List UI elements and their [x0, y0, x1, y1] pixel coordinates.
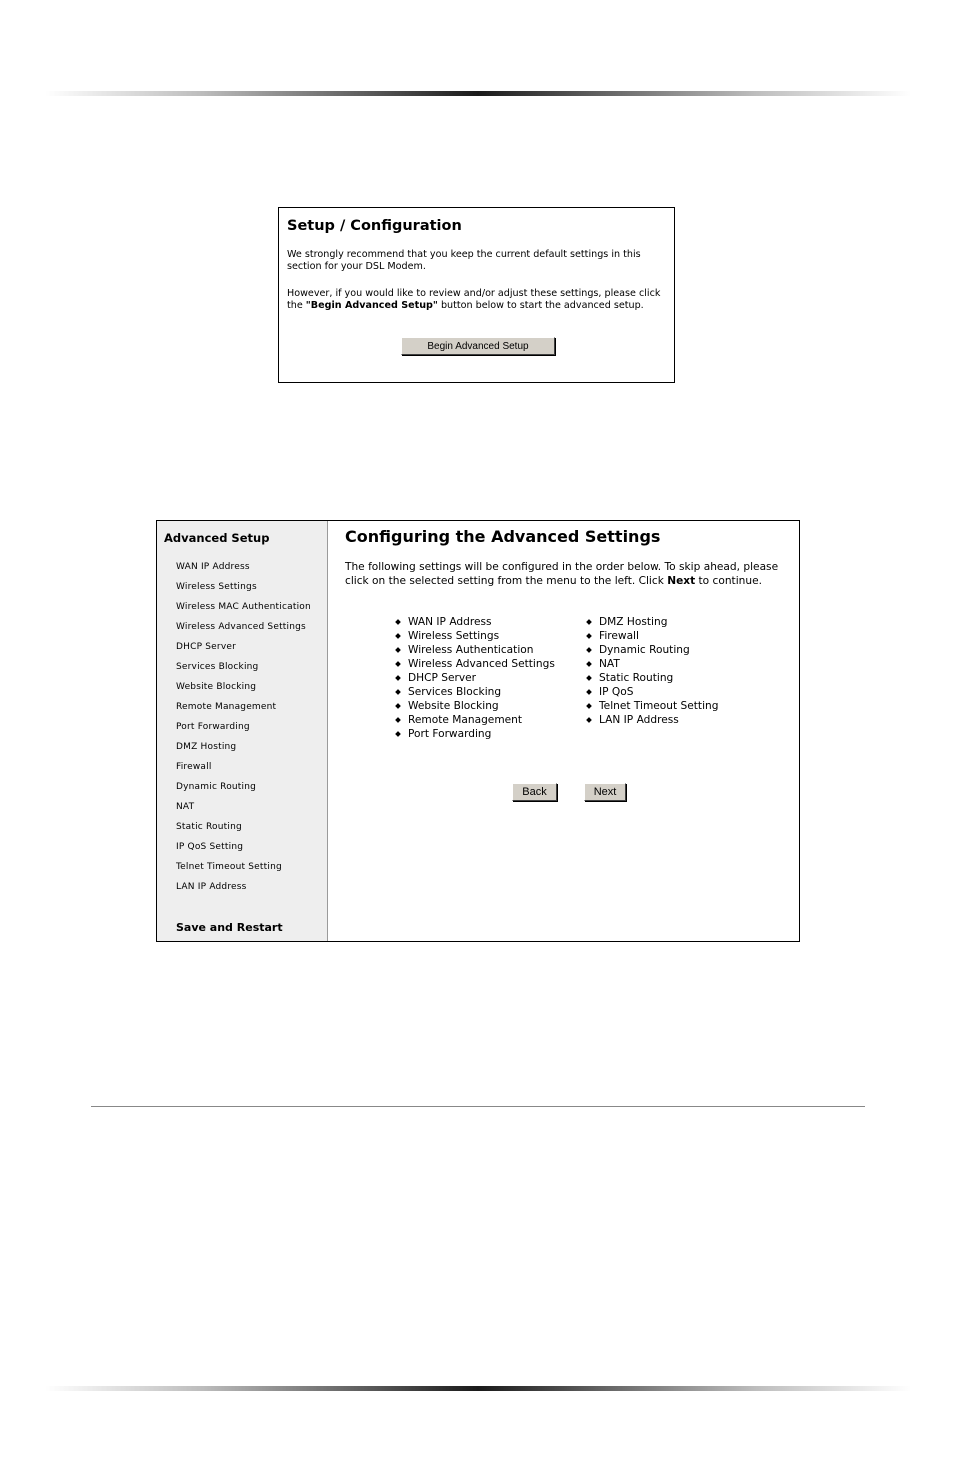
list-item: Firewall — [587, 629, 718, 643]
sidebar-item-wireless-advanced-settings[interactable]: Wireless Advanced Settings — [176, 622, 306, 632]
sidebar-item-ip-qos-setting[interactable]: IP QoS Setting — [176, 842, 244, 852]
list-item: Website Blocking — [396, 699, 555, 713]
list-item: DHCP Server — [396, 671, 555, 685]
sidebar-item-lan-ip-address[interactable]: LAN IP Address — [176, 882, 247, 892]
setup-configuration-panel — [278, 207, 675, 383]
list-item: LAN IP Address — [587, 713, 718, 727]
setup-recommendation-text: We strongly recommend that you keep the current default settings in this section for your DSL Modem. — [287, 249, 641, 272]
top-decorative-rule — [45, 91, 911, 96]
setup-instruction-bold: "Begin Advanced Setup" — [305, 300, 438, 311]
list-item: Remote Management — [396, 713, 555, 727]
sidebar-item-firewall[interactable]: Firewall — [176, 762, 212, 772]
list-item: Wireless Advanced Settings — [396, 657, 555, 671]
intro-text-start: The following settings will be configured in the order below. To skip ahead, please click on the selected setting from the menu to the left. Click — [345, 561, 779, 587]
sidebar-item-telnet-timeout-setting[interactable]: Telnet Timeout Setting — [176, 862, 282, 872]
page-title: Configuring the Advanced Settings — [345, 527, 661, 546]
intro-text-end: to continue. — [695, 575, 762, 587]
sidebar-item-static-routing[interactable]: Static Routing — [176, 822, 242, 832]
sidebar-item-port-forwarding[interactable]: Port Forwarding — [176, 722, 250, 732]
setup-title: Setup / Configuration — [287, 218, 462, 234]
sidebar-item-wireless-settings[interactable]: Wireless Settings — [176, 582, 257, 592]
list-item: Dynamic Routing — [587, 643, 718, 657]
list-item: Wireless Settings — [396, 629, 555, 643]
advanced-setup-sidebar — [157, 521, 328, 941]
setup-instruction-start: However, if you would like to review and/or adjust these settings, please click the — [287, 288, 661, 311]
sidebar-item-wan-ip-address[interactable]: WAN IP Address — [176, 562, 250, 572]
setup-instruction-text — [287, 288, 667, 312]
sidebar-item-remote-management[interactable]: Remote Management — [176, 702, 277, 712]
list-item: Services Blocking — [396, 685, 555, 699]
sidebar-title: Advanced Setup — [164, 531, 270, 545]
intro-text-bold: Next — [667, 575, 696, 587]
divider — [91, 1106, 865, 1107]
intro-text — [345, 560, 795, 588]
sidebar-menu — [176, 561, 311, 901]
list-item: Telnet Timeout Setting — [587, 699, 718, 713]
list-item: NAT — [587, 657, 718, 671]
list-item: Wireless Authentication — [396, 643, 555, 657]
list-item: DMZ Hosting — [587, 615, 718, 629]
sidebar-item-website-blocking[interactable]: Website Blocking — [176, 682, 257, 692]
list-item: WAN IP Address — [396, 615, 555, 629]
begin-advanced-setup-button[interactable]: Begin Advanced Setup — [401, 337, 555, 355]
advanced-settings-panel — [156, 520, 800, 942]
sidebar-item-services-blocking[interactable]: Services Blocking — [176, 662, 259, 672]
list-item: Port Forwarding — [396, 727, 555, 741]
next-button[interactable]: Next — [584, 783, 626, 801]
bottom-decorative-rule — [45, 1386, 911, 1391]
advanced-main-content — [328, 521, 799, 941]
back-button[interactable]: Back — [512, 783, 557, 801]
list-item: Static Routing — [587, 671, 718, 685]
save-and-restart-link[interactable]: Save and Restart — [176, 921, 283, 934]
sidebar-item-dmz-hosting[interactable]: DMZ Hosting — [176, 742, 237, 752]
settings-list-left — [396, 615, 555, 741]
list-item: IP QoS — [587, 685, 718, 699]
setup-instruction-end: button below to start the advanced setup. — [437, 300, 644, 311]
settings-list-right — [587, 615, 718, 727]
sidebar-item-dhcp-server[interactable]: DHCP Server — [176, 642, 236, 652]
sidebar-item-wireless-mac-authentication[interactable]: Wireless MAC Authentication — [176, 602, 311, 612]
sidebar-item-nat[interactable]: NAT — [176, 802, 195, 812]
sidebar-item-dynamic-routing[interactable]: Dynamic Routing — [176, 782, 257, 792]
